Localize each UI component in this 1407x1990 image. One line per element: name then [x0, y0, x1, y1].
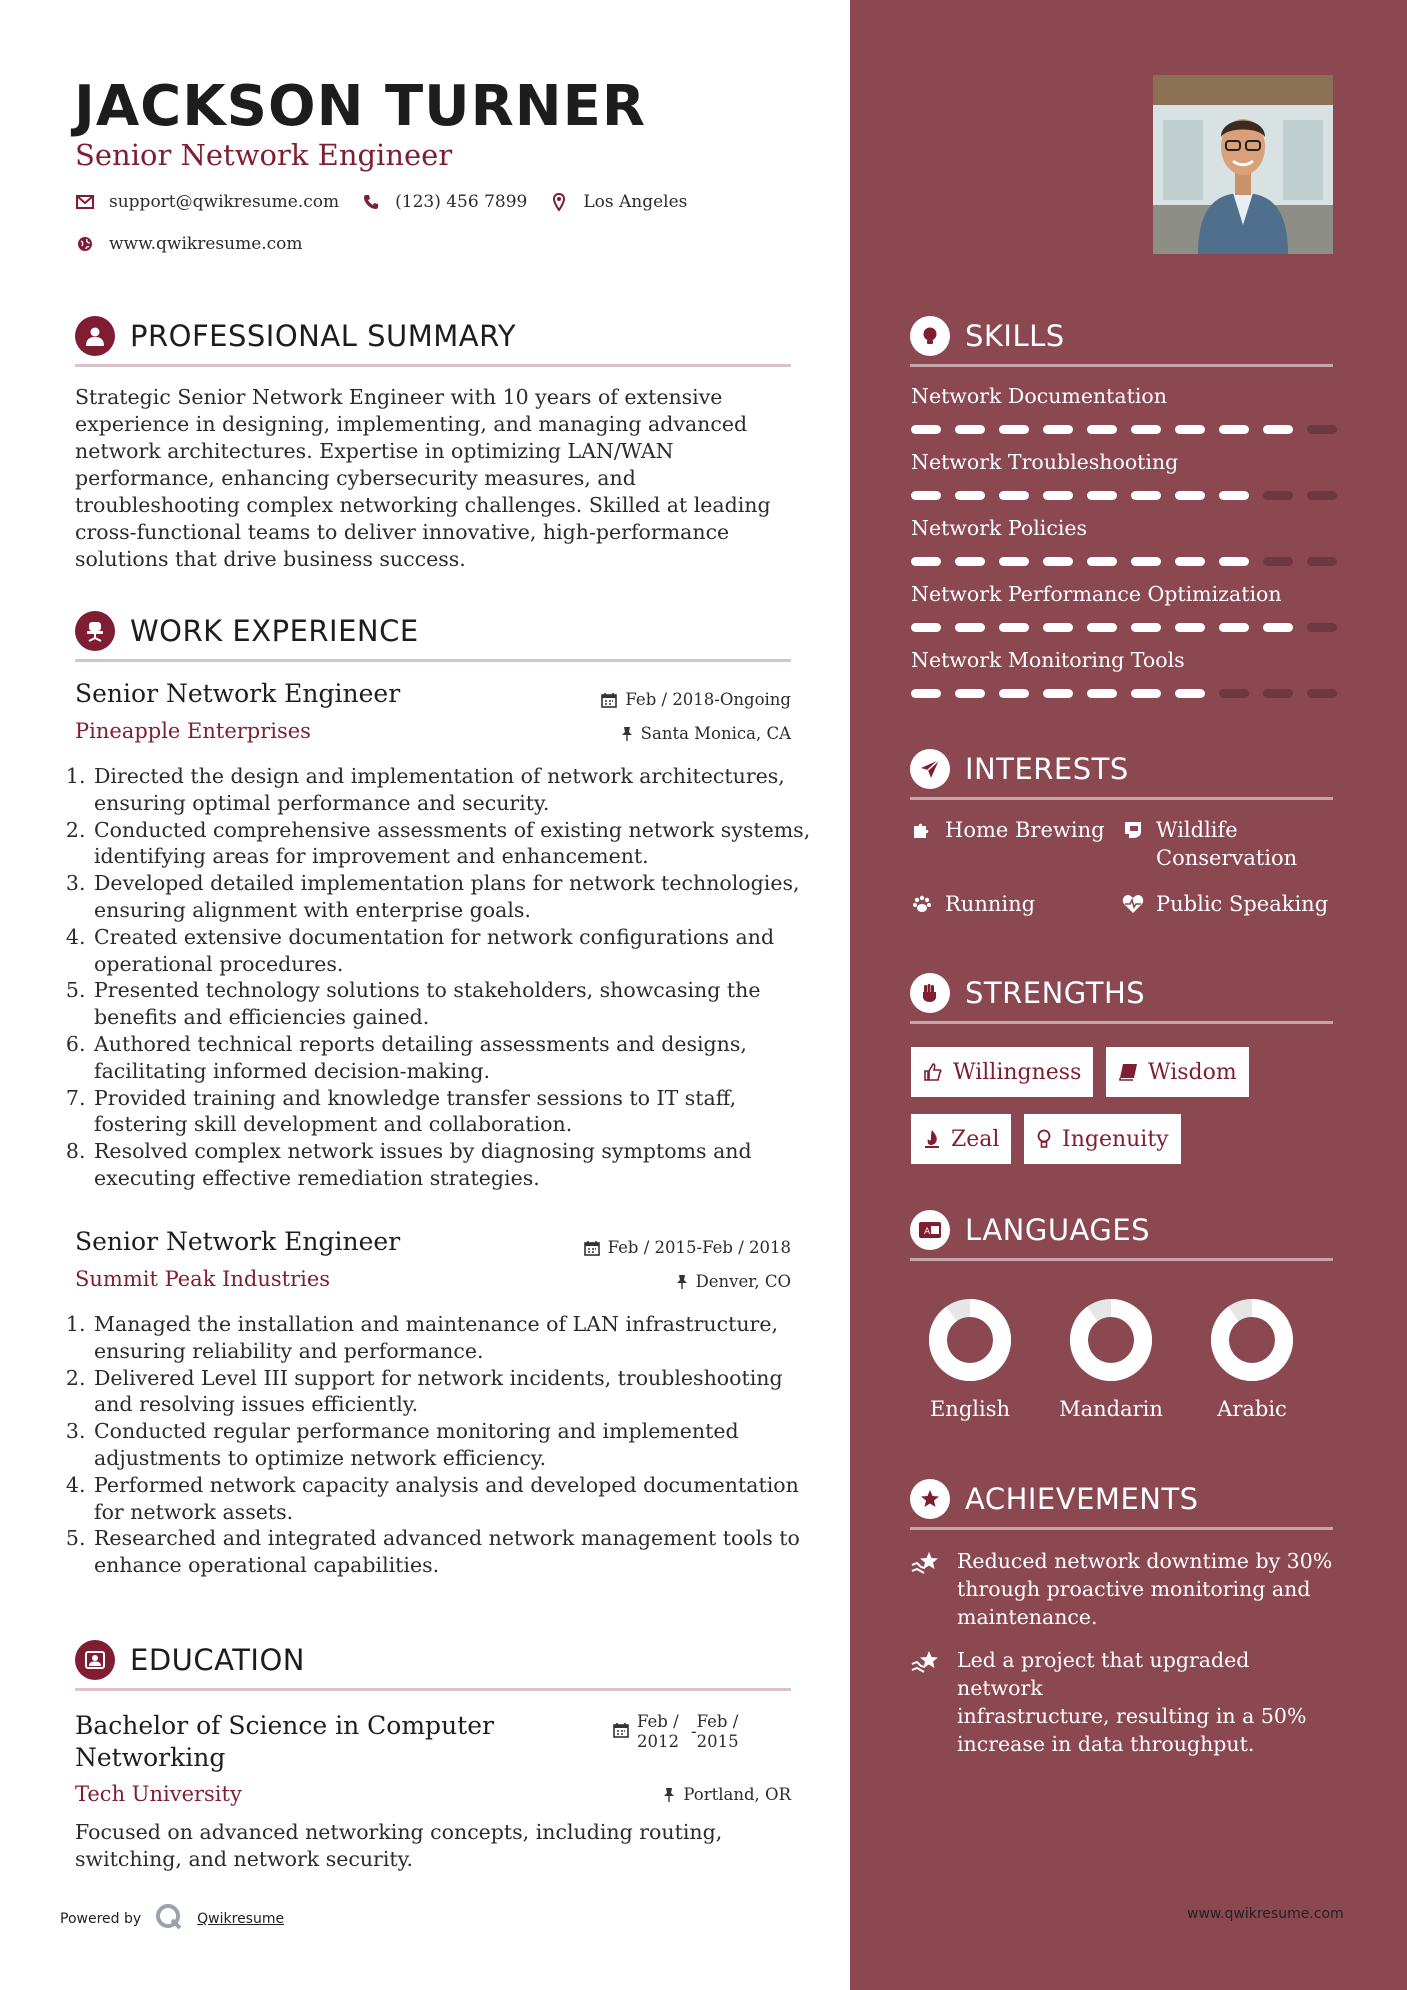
job-1-location	[621, 724, 791, 743]
duty-item: 3. Developed detailed implementation plans for network technologies, ensuring alignment with enterprise goals.	[92, 870, 822, 924]
interests-heading-text: INTERESTS	[965, 752, 1129, 786]
achievement-text: infrastructure, resulting in a 50%	[957, 1704, 1307, 1728]
skill-dash-filled	[911, 491, 941, 500]
job-1-location-text: Santa Monica, CA	[640, 724, 791, 743]
job-2-company: Summit Peak Industries	[75, 1267, 331, 1291]
skill-dash-filled	[1175, 425, 1205, 434]
languages-heading	[910, 1210, 1333, 1250]
education-location-text: Portland, OR	[683, 1785, 791, 1804]
skill-dash-filled	[1043, 425, 1073, 434]
qwikresume-logo-icon	[155, 1903, 183, 1935]
achievement-item	[911, 1547, 1341, 1631]
education-divider	[75, 1688, 791, 1691]
interest-label: Running	[945, 892, 1036, 916]
skill-dash-filled	[1263, 623, 1293, 632]
qwikresume-link[interactable]: Qwikresume	[197, 1911, 285, 1927]
candidate-name: JACKSON TURNER	[74, 74, 647, 139]
contact-location	[549, 192, 687, 212]
school-name: Tech University	[75, 1782, 242, 1806]
contact-location-text: Los Angeles	[583, 192, 688, 212]
skill-dash-filled	[999, 689, 1029, 698]
skill-dash-filled	[1175, 623, 1205, 632]
candidate-title: Senior Network Engineer	[75, 138, 453, 172]
degree-line-2: Networking	[75, 1743, 226, 1772]
job-1-title: Senior Network Engineer	[75, 679, 401, 708]
skill-dash-filled	[1131, 689, 1161, 698]
duty-item: 7. Provided training and knowledge transfer sessions to IT staff, fostering skill development and collaboration.	[92, 1085, 822, 1139]
strength-tag	[1106, 1047, 1249, 1097]
star-icon	[910, 1479, 950, 1519]
skill-dash-filled	[1131, 623, 1161, 632]
svg-text:A: A	[924, 1227, 931, 1237]
job-1-company: Pineapple Enterprises	[75, 719, 311, 743]
language-ring-fill	[1220, 1308, 1284, 1372]
strength-tag	[1024, 1114, 1181, 1164]
skill-dash-filled	[1043, 689, 1073, 698]
language-name: Mandarin	[1059, 1397, 1163, 1421]
strength-label: Zeal	[951, 1126, 1000, 1152]
phone-icon	[361, 192, 381, 212]
calendar-icon	[601, 692, 617, 708]
achievements-heading-text: ACHIEVEMENTS	[965, 1482, 1199, 1516]
skill-dash-filled	[1219, 425, 1249, 434]
skill-name: Network Documentation	[911, 384, 1167, 408]
education-start	[637, 1712, 679, 1752]
achievements-divider	[910, 1527, 1333, 1530]
hand-star-icon	[911, 1646, 945, 1758]
language-ring-fill	[938, 1308, 1002, 1372]
achievement-text: Led a project that upgraded network	[957, 1648, 1250, 1700]
skill-name: Network Monitoring Tools	[911, 648, 1185, 672]
duty-item: 6. Authored technical reports detailing assessments and designs, facilitating informed decision-making.	[92, 1031, 822, 1085]
degree-line-1: Bachelor of Science in Computer	[75, 1711, 494, 1740]
heartbeat-icon	[1122, 890, 1144, 914]
language-name: English	[929, 1397, 1011, 1421]
skill-dash-filled	[1219, 623, 1249, 632]
education-start-year: 2012	[637, 1732, 679, 1751]
education-end	[697, 1712, 739, 1752]
skill-rating	[911, 425, 1351, 434]
fist-icon	[910, 973, 950, 1013]
pushpin-icon	[663, 1787, 675, 1803]
skills-heading	[910, 316, 1333, 356]
skill-dash-filled	[1175, 689, 1205, 698]
education-dash: -	[691, 1722, 697, 1741]
skill-rating	[911, 557, 1351, 566]
interest-item	[911, 890, 1035, 918]
job-2-dates-text: Feb / 2015-Feb / 2018	[607, 1238, 791, 1257]
powered-by-text: Powered by	[60, 1911, 142, 1927]
interest-item	[1122, 816, 1297, 872]
lightbulb-icon	[1036, 1129, 1052, 1149]
flame-icon	[923, 1129, 941, 1149]
education-text: Focused on advanced networking concepts, including routing, switching, and network security.	[75, 1820, 723, 1871]
skill-dash-empty	[1307, 557, 1337, 566]
skill-dash-filled	[1043, 557, 1073, 566]
contact-website[interactable]	[75, 234, 303, 254]
interest-label: Home Brewing	[945, 818, 1105, 842]
strength-tag	[911, 1114, 1011, 1164]
strength-tag	[911, 1047, 1093, 1097]
language-ring	[925, 1295, 1015, 1385]
skill-dash-filled	[955, 623, 985, 632]
education-start-month: Feb /	[637, 1712, 679, 1731]
interest-label: Wildlife	[1156, 818, 1238, 842]
skill-rating	[911, 491, 1351, 500]
strengths-heading-text: STRENGTHS	[965, 976, 1146, 1010]
skill-dash-filled	[999, 557, 1029, 566]
education-dates	[613, 1712, 739, 1752]
thumbs-up-icon	[923, 1062, 943, 1082]
achievement-item	[911, 1646, 1341, 1758]
skill-name: Network Policies	[911, 516, 1088, 540]
duty-item: 1. Directed the design and implementation of network architectures, ensuring optimal performance and security.	[92, 763, 822, 817]
job-2-location	[676, 1272, 791, 1291]
contact-phone[interactable]	[361, 192, 527, 212]
pushpin-icon	[676, 1274, 688, 1290]
user-icon	[75, 316, 115, 356]
interest-label-line-2: Conservation	[1156, 846, 1298, 870]
achievements-heading	[910, 1479, 1333, 1519]
job-2-dates	[584, 1238, 791, 1257]
skill-dash-filled	[955, 491, 985, 500]
interests-heading	[910, 749, 1333, 789]
skill-dash-filled	[911, 557, 941, 566]
skill-dash-filled	[1087, 623, 1117, 632]
paper-plane-icon	[910, 749, 950, 789]
language-name: Arabic	[1217, 1397, 1287, 1421]
skills-heading-text: SKILLS	[965, 319, 1065, 353]
interest-item	[1122, 890, 1328, 918]
education-end-year: 2015	[696, 1732, 739, 1751]
skill-dash-filled	[1087, 557, 1117, 566]
duty-item: 1. Managed the installation and maintenance of LAN infrastructure, ensuring reliability and performance.	[92, 1311, 822, 1365]
job-2-location-text: Denver, CO	[695, 1272, 791, 1291]
interest-label: Public Speaking	[1156, 892, 1329, 916]
footer-powered	[60, 1903, 284, 1935]
globe-icon	[75, 234, 95, 254]
job-1-duties	[66, 763, 822, 1192]
skill-dash-filled	[1131, 425, 1161, 434]
lightbulb-icon	[910, 316, 950, 356]
duty-item: 2. Delivered Level III support for network incidents, troubleshooting and resolving issues efficiently.	[92, 1365, 822, 1419]
skill-dash-empty	[1263, 689, 1293, 698]
skill-dash-filled	[999, 425, 1029, 434]
skill-dash-filled	[911, 623, 941, 632]
skill-name: Network Troubleshooting	[911, 450, 1179, 474]
profile-photo	[1153, 75, 1333, 254]
education-heading-text: EDUCATION	[130, 1643, 306, 1677]
contact-email-text: support@qwikresume.com	[109, 192, 340, 212]
language-ring	[1207, 1295, 1297, 1385]
skill-dash-empty	[1263, 491, 1293, 500]
languages-heading-text: LANGUAGES	[965, 1213, 1151, 1247]
duty-item: 8. Resolved complex network issues by diagnosing symptoms and executing effective remediation strategies.	[92, 1138, 822, 1192]
skill-dash-filled	[1175, 557, 1205, 566]
map-pin-icon	[549, 192, 569, 212]
skill-dash-filled	[955, 689, 985, 698]
duty-item: 4. Created extensive documentation for network configurations and operational procedures.	[92, 924, 822, 978]
chair-icon	[75, 611, 115, 651]
language-ring-fill	[1079, 1308, 1143, 1372]
achievement-text: Reduced network downtime by 30%	[957, 1549, 1333, 1573]
job-1-dates-text: Feb / 2018-Ongoing	[625, 690, 791, 709]
skills-divider	[910, 364, 1333, 367]
skill-rating	[911, 689, 1351, 698]
job-2-duties	[66, 1311, 822, 1579]
summary-divider	[75, 364, 791, 367]
skill-dash-empty	[1307, 425, 1337, 434]
skill-dash-empty	[1263, 557, 1293, 566]
footer-site[interactable]: www.qwikresume.com	[1187, 1906, 1344, 1922]
skill-dash-filled	[1219, 557, 1249, 566]
strength-label: Wisdom	[1148, 1059, 1237, 1085]
envelope-icon	[75, 192, 95, 212]
job-1-dates	[601, 690, 791, 709]
skill-dash-filled	[955, 557, 985, 566]
education-heading	[75, 1640, 791, 1680]
duty-item: 5. Presented technology solutions to stakeholders, showcasing the benefits and efficiencies gained.	[92, 977, 822, 1031]
education-location	[663, 1785, 791, 1804]
strength-label: Willingness	[953, 1059, 1082, 1085]
book-icon	[1118, 1063, 1138, 1081]
skill-dash-filled	[1087, 491, 1117, 500]
strengths-divider	[910, 1021, 1333, 1024]
skill-dash-filled	[1219, 491, 1249, 500]
contact-row-2	[75, 234, 325, 254]
skill-name: Network Performance Optimization	[911, 582, 1282, 606]
skill-dash-filled	[1131, 491, 1161, 500]
skill-dash-filled	[911, 425, 941, 434]
achievement-text: through proactive monitoring and	[957, 1577, 1311, 1601]
experience-heading-text: WORK EXPERIENCE	[130, 614, 419, 648]
translate-icon	[910, 1210, 950, 1250]
puzzle-icon	[911, 816, 933, 840]
skill-dash-filled	[1175, 491, 1205, 500]
skill-dash-empty	[1307, 623, 1337, 632]
experience-divider	[75, 659, 791, 662]
skill-dash-filled	[1043, 623, 1073, 632]
skill-dash-filled	[911, 689, 941, 698]
skill-rating	[911, 623, 1351, 632]
hand-star-icon	[911, 1547, 945, 1631]
contact-row	[75, 192, 709, 212]
skill-dash-filled	[1043, 491, 1073, 500]
skill-dash-empty	[1307, 491, 1337, 500]
pushpin-icon	[621, 726, 633, 742]
skill-dash-filled	[1087, 689, 1117, 698]
paw-icon	[911, 890, 933, 914]
skill-dash-filled	[1087, 425, 1117, 434]
contact-email[interactable]	[75, 192, 339, 212]
interest-item	[911, 816, 1105, 844]
language-ring	[1066, 1295, 1156, 1385]
skill-dash-empty	[1307, 689, 1337, 698]
experience-heading	[75, 611, 791, 651]
calendar-icon	[613, 1712, 629, 1752]
summary-heading-text: PROFESSIONAL SUMMARY	[130, 319, 517, 353]
strengths-heading	[910, 973, 1333, 1013]
skill-dash-filled	[999, 491, 1029, 500]
contact-phone-text: (123) 456 7899	[395, 192, 528, 212]
summary-text: Strategic Senior Network Engineer with 10 years of extensive experience in designing, implementing, and managing advanced network architectures. Expertise in optimizing LAN/WAN performance, enhancing cybersecurity measures, and troubleshooting complex networking challenges. Skilled at leading cross-functional teams to deliver innovative, high-performance solutions that drive business success.	[75, 385, 771, 571]
leaf-icon	[1122, 816, 1144, 840]
graduate-icon	[75, 1640, 115, 1680]
languages-divider	[910, 1258, 1333, 1261]
calendar-icon	[584, 1240, 600, 1256]
skill-dash-filled	[1131, 557, 1161, 566]
interests-divider	[910, 797, 1333, 800]
strength-label: Ingenuity	[1062, 1126, 1169, 1152]
education-end-month: Feb /	[696, 1712, 739, 1731]
skill-dash-filled	[955, 425, 985, 434]
duty-item: 3. Conducted regular performance monitoring and implemented adjustments to optimize network efficiency.	[92, 1418, 822, 1472]
skill-dash-empty	[1219, 689, 1249, 698]
duty-item: 4. Performed network capacity analysis and developed documentation for network assets.	[92, 1472, 822, 1526]
skill-dash-filled	[999, 623, 1029, 632]
duty-item: 2. Conducted comprehensive assessments of existing network systems, identifying areas for improvement and enhancement.	[92, 817, 822, 871]
job-2-title: Senior Network Engineer	[75, 1227, 401, 1256]
contact-website-text: www.qwikresume.com	[109, 234, 303, 254]
achievement-text: increase in data throughput.	[957, 1732, 1255, 1756]
degree-title	[75, 1710, 494, 1774]
summary-heading	[75, 316, 791, 356]
skill-dash-filled	[1263, 425, 1293, 434]
duty-item: 5. Researched and integrated advanced network management tools to enhance operational capabilities.	[92, 1525, 822, 1579]
achievement-text: maintenance.	[957, 1605, 1098, 1629]
